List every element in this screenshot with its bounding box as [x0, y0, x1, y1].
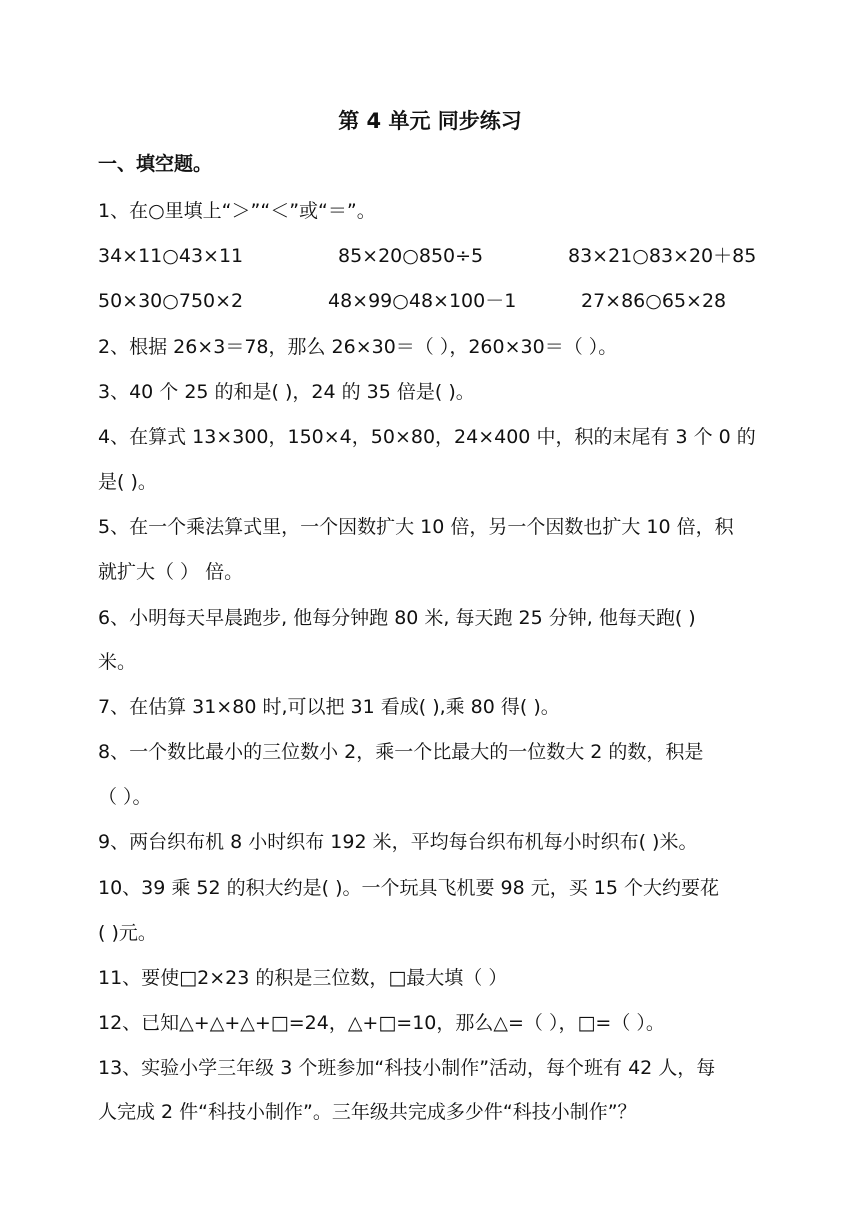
comparison-item: 48×99○48×100－1 — [328, 290, 517, 312]
question-6-line-2: 米。 — [98, 651, 137, 673]
question-13-line-2: 人完成 2 件“科技小制作”。三年级共完成多少件“科技小制作”？ — [98, 1101, 637, 1123]
question-8-line-1: 8、一个数比最小的三位数小 2，乘一个比最大的一位数大 2 的数，积是 — [98, 741, 704, 763]
question-10-line-2: ( )元。 — [98, 922, 157, 944]
question-5-line-2: 就扩大（ ） 倍。 — [98, 561, 244, 583]
comparison-item: 34×11○43×11 — [98, 245, 244, 267]
question-8-line-2: （ ）。 — [98, 786, 152, 808]
comparison-item: 27×86○65×28 — [581, 290, 727, 312]
question-1-prompt: 1、在○里填上“＞”“＜”或“＝”。 — [98, 200, 376, 222]
question-4-line-1: 4、在算式 13×300，150×4，50×80，24×400 中，积的末尾有 3 个 0 的 — [98, 426, 756, 448]
question-9: 9、两台织布机 8 小时织布 192 米，平均每台织布机每小时织布( )米。 — [98, 831, 698, 853]
question-11: 11、要使□2×23 的积是三位数，□最大填（ ） — [98, 967, 508, 989]
question-4-line-2: 是( )。 — [98, 471, 157, 493]
question-10-line-1: 10、39 乘 52 的积大约是( )。一个玩具飞机要 98 元，买 15 个大约要花 — [98, 877, 720, 899]
question-5-line-1: 5、在一个乘法算式里，一个因数扩大 10 倍，另一个因数也扩大 10 倍，积 — [98, 516, 734, 538]
section-heading: 一、填空题。 — [98, 153, 213, 175]
page-title: 第 4 单元 同步练习 — [338, 109, 522, 133]
comparison-item: 83×21○83×20＋85 — [568, 245, 757, 267]
comparison-item: 50×30○750×2 — [98, 290, 244, 312]
question-6-line-1: 6、小明每天早晨跑步, 他每分钟跑 80 米, 每天跑 25 分钟, 他每天跑( ) — [98, 607, 696, 629]
question-2: 2、根据 26×3＝78，那么 26×30＝（ ），260×30＝（ ）。 — [98, 336, 618, 358]
question-7: 7、在估算 31×80 时,可以把 31 看成( ),乘 80 得( )。 — [98, 696, 560, 718]
comparison-item: 85×20○850÷5 — [338, 245, 484, 267]
question-12: 12、已知△+△+△+□=24，△+□=10，那么△=（ ），□=（ ）。 — [98, 1012, 665, 1034]
question-13-line-1: 13、实验小学三年级 3 个班参加“科技小制作”活动，每个班有 42 人，每 — [98, 1057, 716, 1079]
question-3: 3、40 个 25 的和是( )，24 的 35 倍是( )。 — [98, 381, 475, 403]
